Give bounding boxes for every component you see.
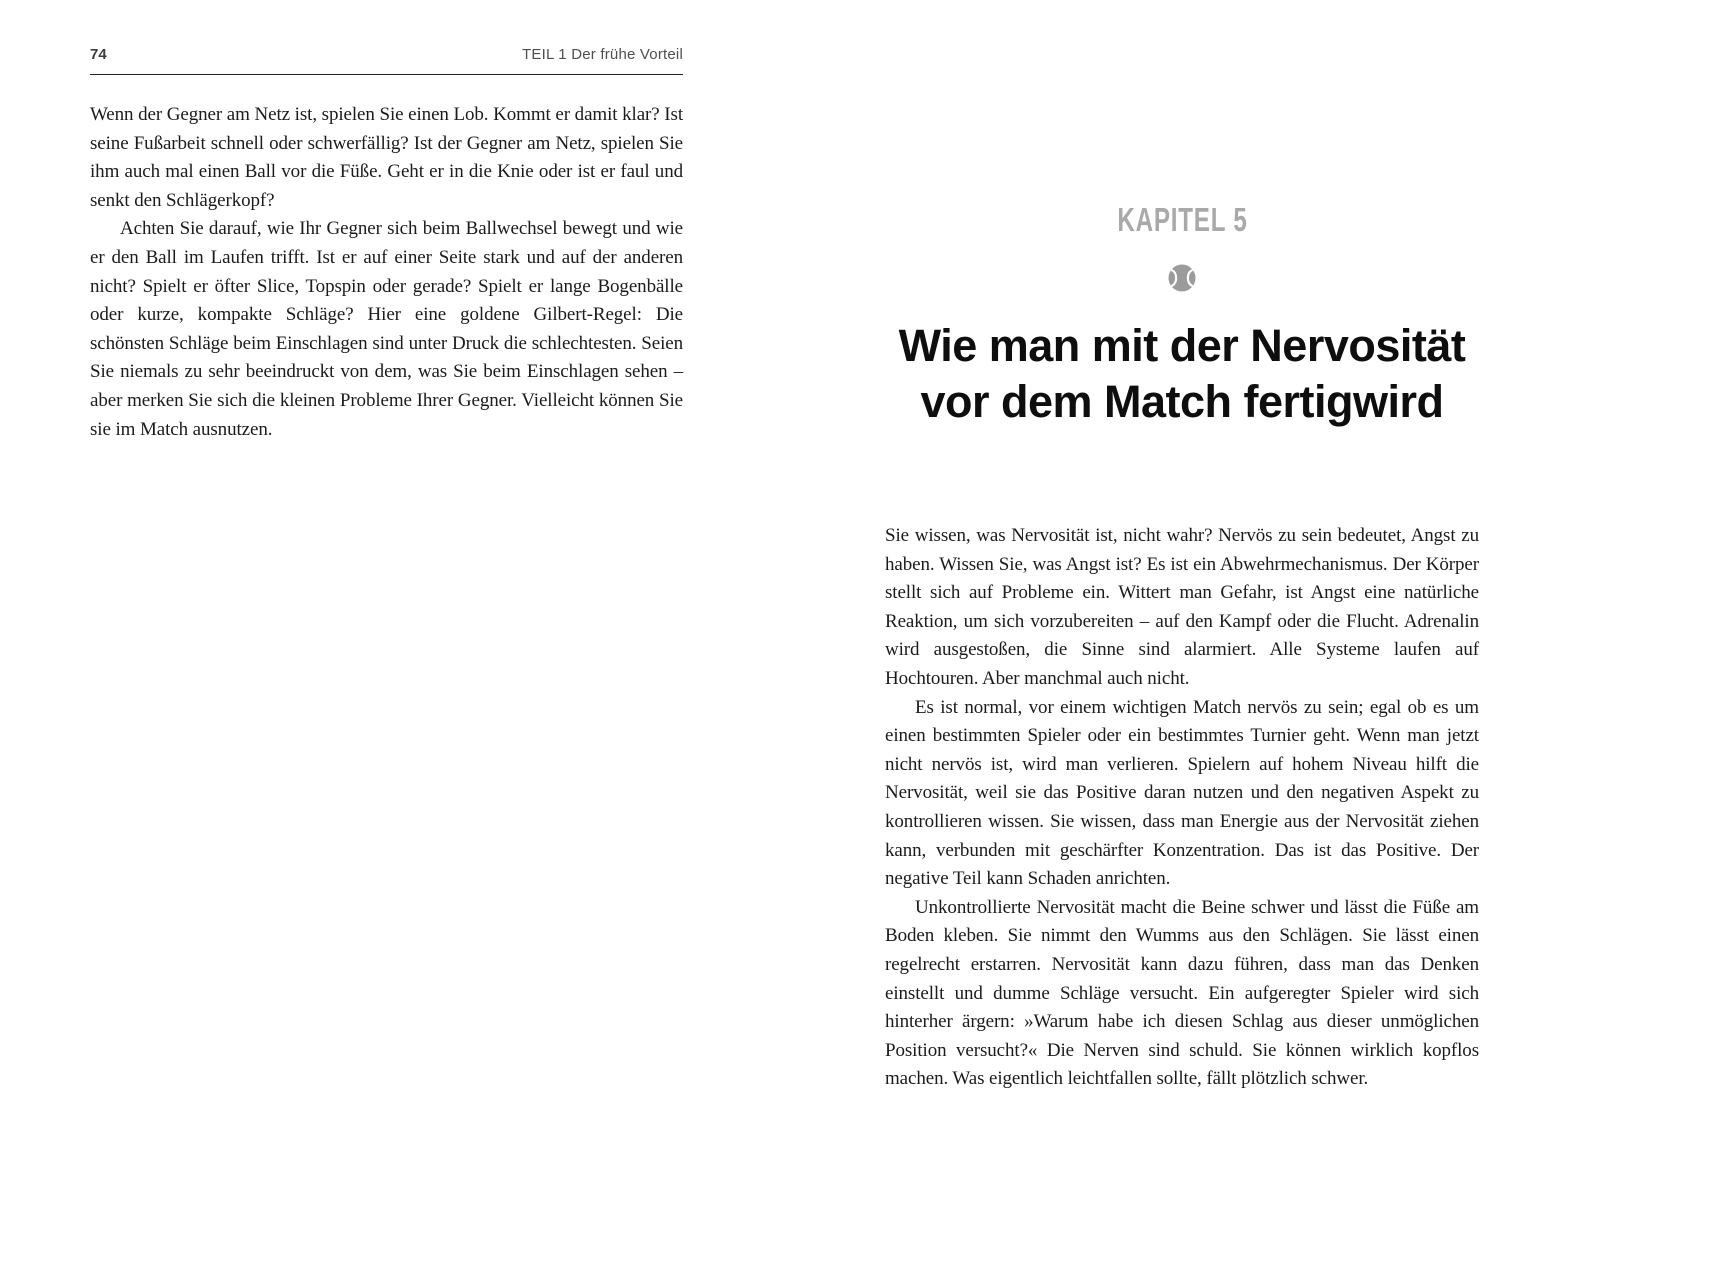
chapter-title bbox=[885, 318, 1479, 430]
page-number: 74 bbox=[90, 46, 107, 63]
paragraph: Es ist normal, vor einem wichtigen Match nervös zu sein; egal ob es um einen bestimmten Spieler oder ein bestimmtes Turnier geht. Wenn man jetzt nicht nervös ist, wird man verlieren. Spielern auf hohem Niveau hilft die Nervosität, weil sie das Positive daran nutzen und den negativen Aspekt zu kontrollieren wissen. Sie wissen, dass man Energie aus der Nervosität ziehen kann, verbunden mit geschärfter Konzentration. Das ist das Positive. Der negative Teil kann Schaden anrichten. bbox=[885, 696, 1479, 890]
paragraph: Unkontrollierte Nervosität macht die Beine schwer und lässt die Füße am Boden kleben. Sie nimmt den Wumms aus den Schlägen. Sie lässt einen regelrecht erstarren. Nervosität kann dazu führen, dass man das Denken einstellt und dumme Schläge versucht. Ein aufgeregter Spieler wird sich hinterher ärgern: »Warum habe ich diesen Schlag aus dieser unmöglichen Position versucht?« Die Nerven sind schuld. Sie können wirklich kopflos machen. Was eigentlich leichtfallen sollte, fällt plötzlich schwer. bbox=[885, 896, 1479, 1090]
right-page bbox=[885, 0, 1479, 1094]
right-body-text bbox=[885, 522, 1479, 1094]
running-head: TEIL 1 Der frühe Vorteil bbox=[522, 46, 683, 63]
paragraph: Achten Sie darauf, wie Ihr Gegner sich beim Ballwechsel bewegt und wie er den Ball im Laufen trifft. Ist er auf einer Seite stark und auf der anderen nicht? Spielt er öfter Slice, Topspin oder gerade? Spielt er lange Bogenbälle oder kurze, kompakte Schläge? Hier eine goldene Gilbert-Regel: Die schönsten Schläge beim Einschlagen sind unter Druck die schlechtesten. Seien Sie niemals zu sehr beeindruckt von dem, was Sie beim Einschlagen sehen – aber merken Sie sich die kleinen Probleme Ihrer Gegner. Vielleicht können Sie sie im Match ausnutzen. bbox=[90, 218, 683, 440]
chapter-label: KAPITEL 5 bbox=[1116, 200, 1248, 239]
chapter-title-line1: Wie man mit der Nervosität bbox=[898, 320, 1466, 371]
paragraph: Sie wissen, was Nervosität ist, nicht wahr? Nervös zu sein bedeutet, Angst zu haben. Wissen Sie, was Angst ist? Es ist ein Abwehrmechanismus. Der Körper stellt sich auf Probleme ein. Wittert man Gefahr, ist Angst eine natürliche Reaktion, um sich vorzubereiten – auf den Kampf oder die Flucht. Adrenalin wird ausgestoßen, die Sinne sind alarmiert. Alle Systeme laufen auf Hochtouren. Aber manchmal auch nicht. bbox=[885, 525, 1479, 689]
chapter-title-line2: vor dem Match fertigwird bbox=[920, 376, 1444, 427]
page-header bbox=[90, 46, 683, 75]
left-page bbox=[90, 46, 683, 444]
left-body-text bbox=[90, 101, 683, 444]
tennis-ball-icon bbox=[885, 262, 1479, 294]
paragraph: Wenn der Gegner am Netz ist, spielen Sie einen Lob. Kommt er damit klar? Ist seine Fußarbeit schnell oder schwerfällig? Ist der Gegner am Netz, spielen Sie ihm auch mal einen Ball vor die Füße. Geht er in die Knie oder ist er faul und senkt den Schlägerkopf? bbox=[90, 104, 683, 211]
